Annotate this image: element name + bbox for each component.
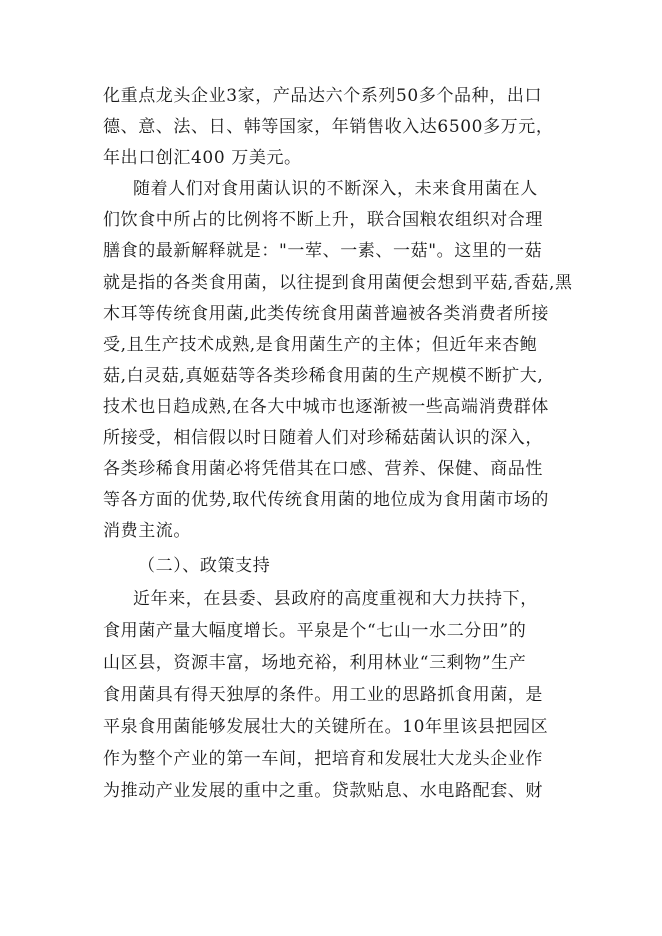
text-line: 膳食的最新解释就是："一荤、一素、一菇"。这里的一菇 — [103, 241, 543, 261]
text-line: 为推动产业发展的重中之重。贷款贴息、水电路配套、财 — [103, 781, 543, 801]
text-line: 近年来，在县委、县政府的高度重视和大力扶持下， — [133, 589, 538, 609]
text-line: 年出口创汇400 万美元。 — [103, 148, 302, 168]
text-line: 德、意、法、日、韩等国家，年销售收入达6500多万元， — [103, 117, 554, 137]
text-line: 所接受，相信假以时日随着人们对珍稀菇菌认识的深入， — [103, 428, 543, 448]
text-line: 等各方面的优势,取代传统食用菌的地位成为食用菌市场的 — [103, 490, 550, 510]
text-line: 化重点龙头企业3家，产品达六个系列50多个品种，出口 — [103, 86, 543, 106]
text-line: 们饮食中所占的比例将不断上升，联合国粮农组织对合理 — [103, 210, 543, 230]
text-line: 各类珍稀食用菌必将凭借其在口感、营养、保健、商品性 — [103, 459, 543, 479]
text-line: 平泉食用菌能够发展壮大的关键所在。10年里该县把园区 — [103, 717, 549, 737]
text-line: 就是指的各类食用菌，以往提到食用菌便会想到平菇,香菇,黑 — [103, 273, 573, 293]
text-line: 作为整个产业的第一车间，把培育和发展壮大龙头企业作 — [103, 749, 543, 769]
text-line: 山区县，资源丰富，场地充裕，利用林业“三剩物”生产 — [103, 653, 527, 673]
text-line: 随着人们对食用菌认识的不断深入，未来食用菌在人 — [133, 179, 538, 199]
text-line: 消费主流。 — [103, 521, 191, 541]
text-line: 食用菌产量大幅度增长。平泉是个“七山一水二分田”的 — [103, 621, 527, 641]
text-line: 食用菌具有得天独厚的条件。用工业的思路抓食用菌，是 — [103, 685, 543, 705]
text-line: 木耳等传统食用菌,此类传统食用菌普遍被各类消费者所接 — [103, 304, 550, 324]
section-heading: （二）、政策支持 — [138, 556, 271, 576]
text-line: 技术也日趋成熟,在各大中城市也逐渐被一些高端消费群体 — [103, 397, 550, 417]
text-line: 菇,白灵菇,真姬菇等各类珍稀食用菌的生产规模不断扩大, — [103, 366, 544, 386]
text-line: 受,且生产技术成熟,是食用菌生产的主体；但近年来杏鲍 — [103, 335, 538, 355]
